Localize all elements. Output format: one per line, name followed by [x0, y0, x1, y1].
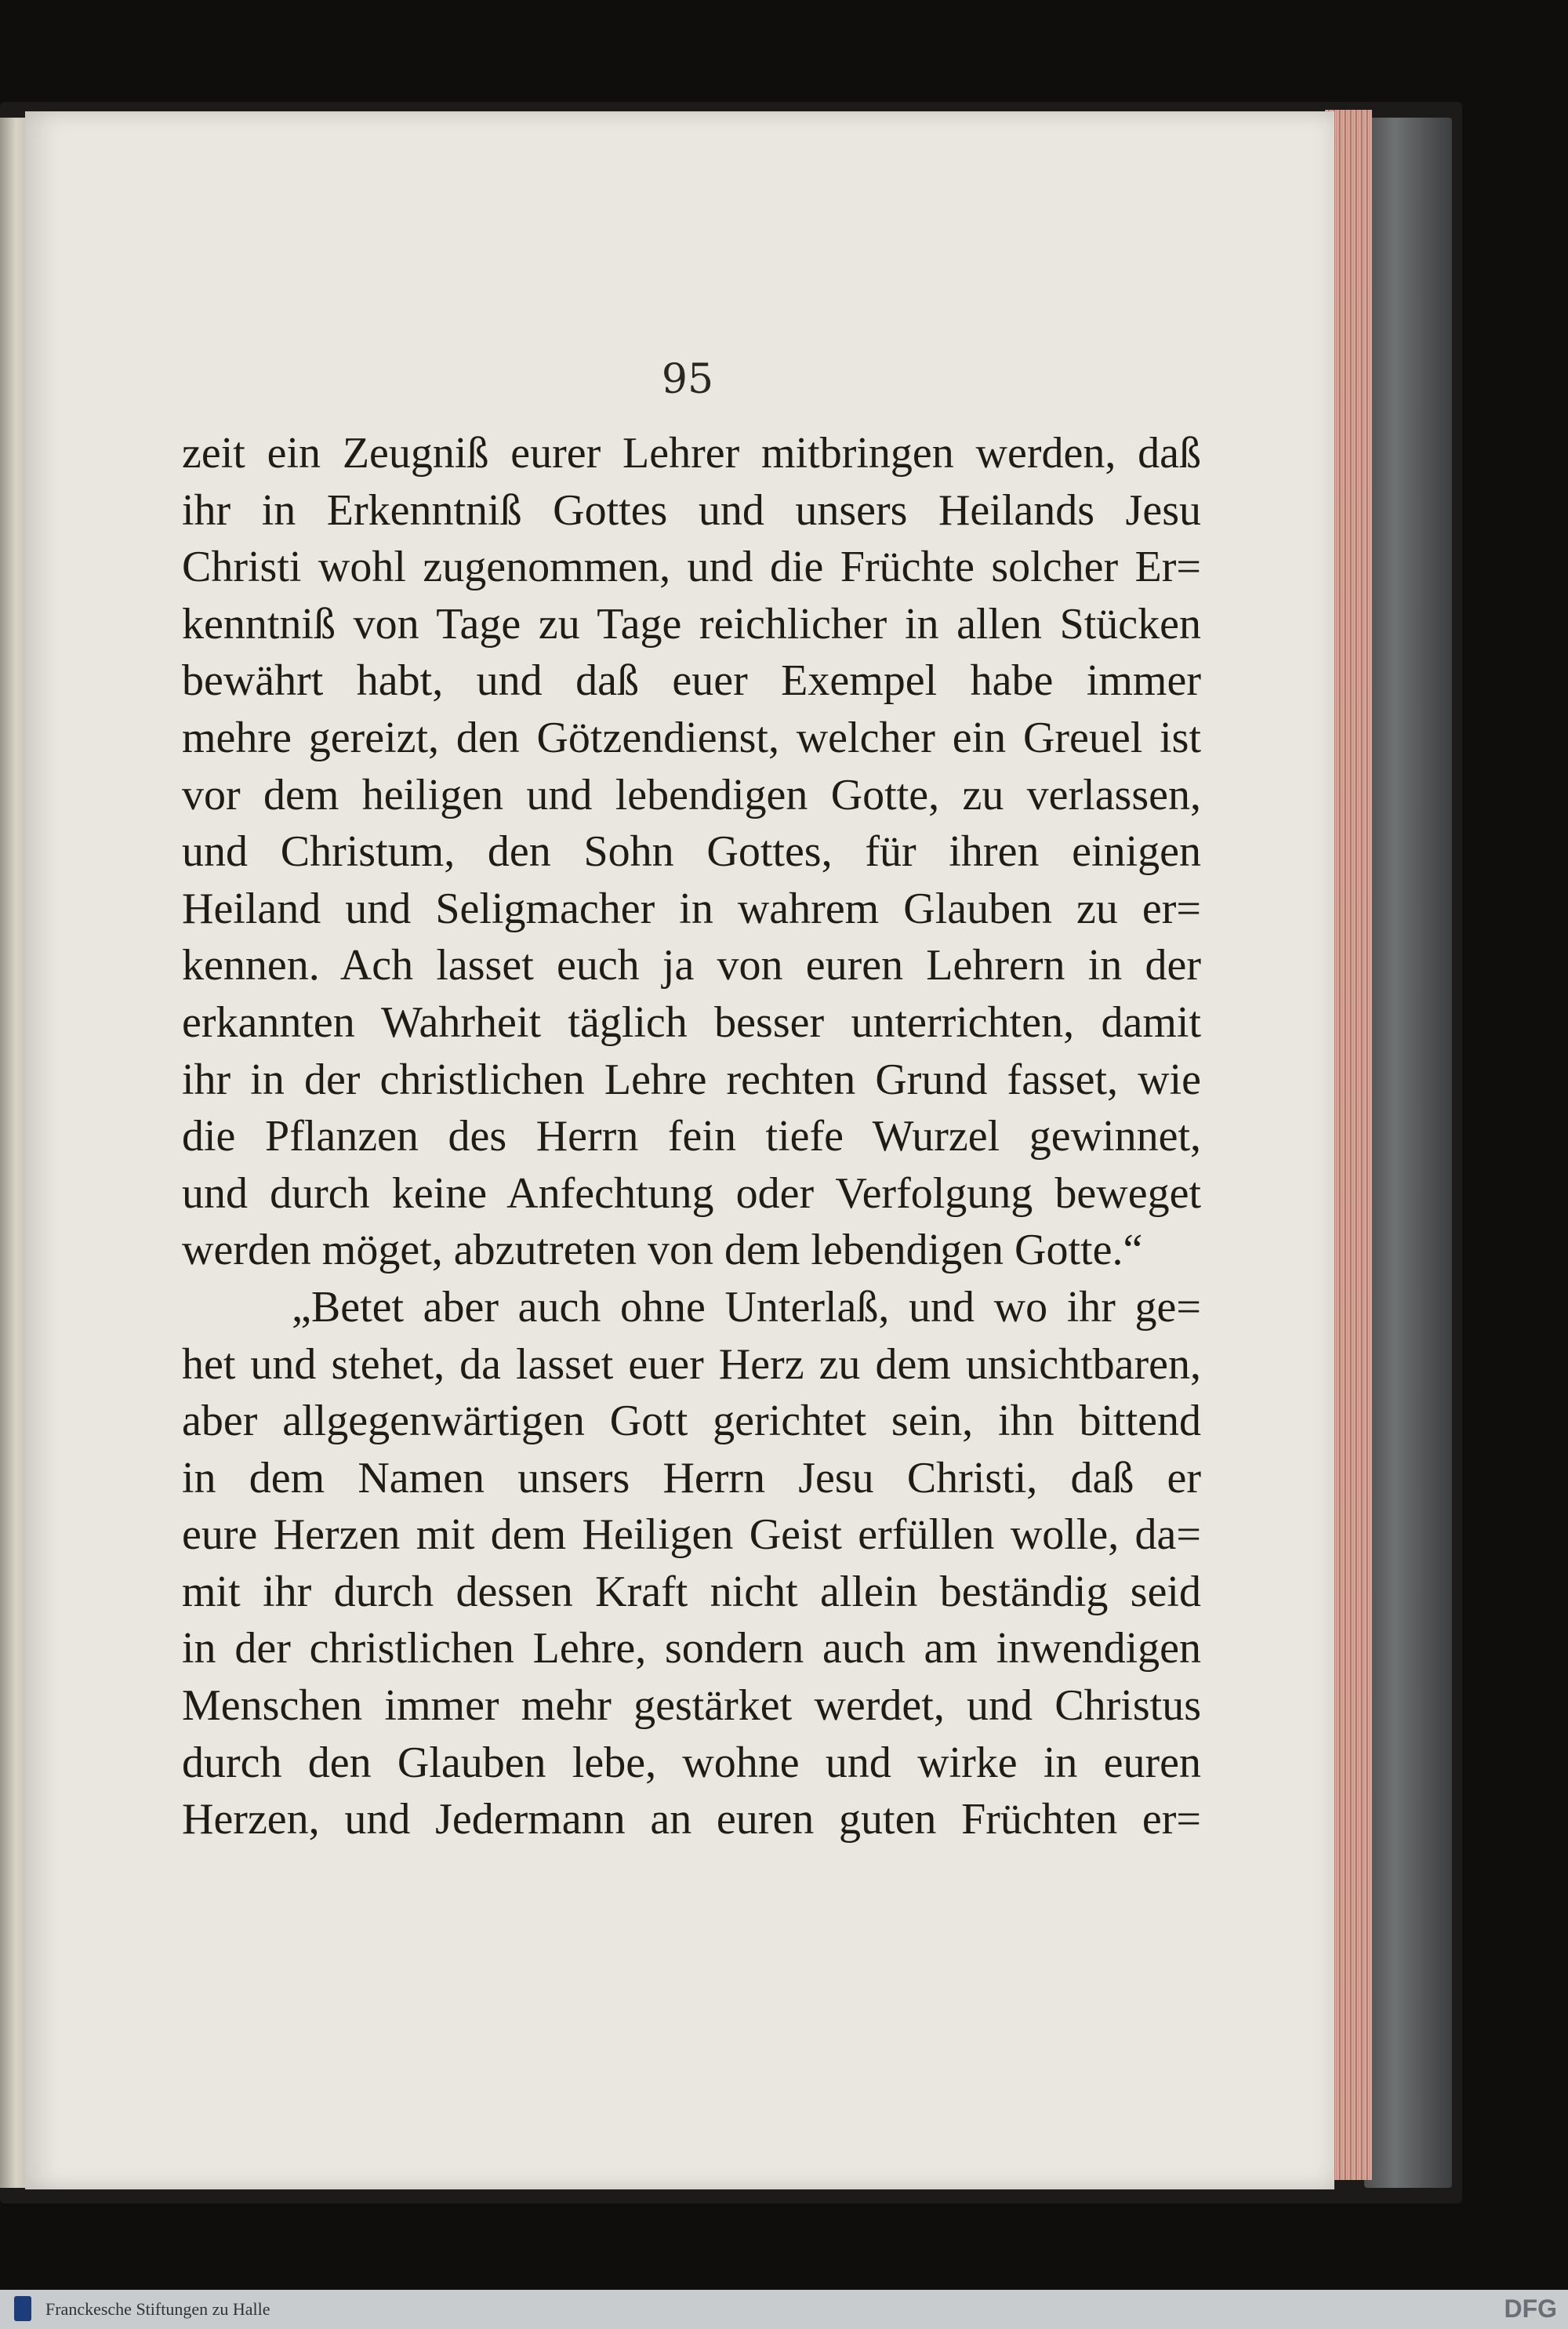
text-line: werden möget, abzutreten von dem lebendigen Gotte.“	[182, 1226, 1143, 1275]
text-line: Herzen, und Jedermann an euren guten Früchten er=	[182, 1795, 1201, 1844]
text-line: durch den Glauben lebe, wohne und wirke in euren	[182, 1738, 1201, 1787]
text-line: und durch keine Anfechtung oder Verfolgung beweget	[182, 1168, 1201, 1218]
text-line: erkannten Wahrheit täglich besser unterrichten, damit	[182, 997, 1201, 1047]
text-line: aber allgegenwärtigen Gott gerichtet sein, ihn bittend	[182, 1397, 1201, 1446]
text-line: eure Herzen mit dem Heiligen Geist erfüllen wolle, da=	[182, 1510, 1201, 1560]
book-page	[25, 111, 1334, 2189]
text-line: bewährt habt, und daß euer Exempel habe immer	[182, 656, 1201, 706]
text-line: vor dem heiligen und lebendigen Gotte, zu verlassen,	[182, 770, 1201, 819]
text-line: kenntniß von Tage zu Tage reichlicher in allen Stücken	[182, 599, 1201, 649]
text-line: Menschen immer mehr gestärket werdet, und Christus	[182, 1681, 1201, 1731]
text-line: in dem Namen unsers Herrn Jesu Christi, daß er	[182, 1453, 1201, 1502]
text-line: ihr in Erkenntniß Gottes und unsers Heilands Jesu	[182, 485, 1201, 535]
text-line: mit ihr durch dessen Kraft nicht allein beständig seid	[182, 1567, 1201, 1616]
institution-name: Franckesche Stiftungen zu Halle	[45, 2299, 270, 2319]
text-line: ihr in der christlichen Lehre rechten Grund fasset, wie	[182, 1055, 1201, 1104]
institution-logo-icon	[14, 2296, 31, 2321]
page-text	[182, 425, 1201, 1848]
text-line: „Betet aber auch ohne Unterlaß, und wo ihr ge=	[292, 1282, 1201, 1332]
text-line: die Pflanzen des Herrn fein tiefe Wurzel gewinnet,	[182, 1112, 1201, 1161]
text-line: het und stehet, da lasset euer Herz zu dem unsichtbaren,	[182, 1339, 1201, 1389]
text-line: Christi wohl zugenommen, und die Früchte solcher Er=	[182, 543, 1201, 592]
text-line: und Christum, den Sohn Gottes, für ihren einigen	[182, 827, 1201, 877]
page-number: 95	[661, 356, 714, 403]
text-line: mehre gereizt, den Götzendienst, welcher ein Greuel ist	[182, 713, 1201, 762]
text-line: in der christlichen Lehre, sondern auch am inwendigen	[182, 1624, 1201, 1673]
funder-logo: DFG	[1504, 2294, 1557, 2323]
text-line: Heiland und Seligmacher in wahrem Glauben zu er=	[182, 884, 1201, 933]
book-spine	[1364, 118, 1452, 2188]
text-line: zeit ein Zeugniß eurer Lehrer mitbringen werden, daß	[182, 429, 1201, 478]
footer-bar	[0, 2290, 1568, 2329]
text-line: kennen. Ach lasset euch ja von euren Lehrern in der	[182, 941, 1201, 990]
